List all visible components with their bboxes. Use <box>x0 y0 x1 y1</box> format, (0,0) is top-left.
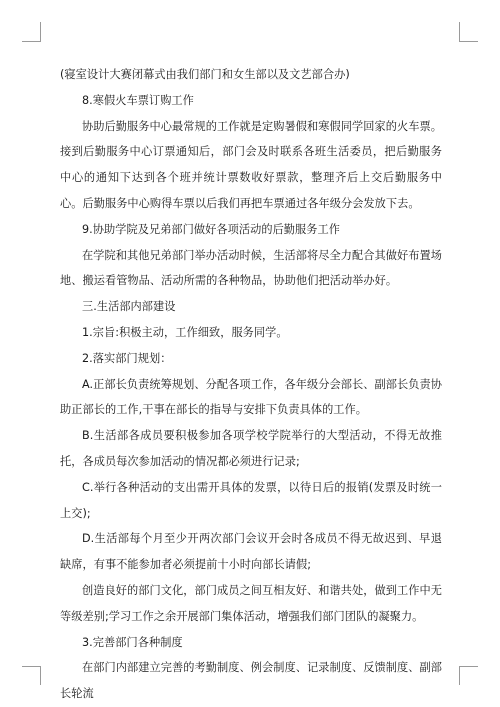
paragraph: 8.寒假火车票订购工作 <box>82 93 194 107</box>
paragraph: 9.协助学院及兄弟部门做好各项活动的后勤服务工作 <box>82 222 341 236</box>
paragraph: C.举行各种活动的支出需开具体的发票，以待日后的报销(发票及时统一上交); <box>60 480 442 520</box>
document-body <box>60 62 442 707</box>
crop-mark-top-right <box>459 22 460 41</box>
crop-mark-top-right <box>459 41 478 42</box>
paragraph: 3.完善部门各种制度 <box>82 635 183 649</box>
paragraph: 三.生活部内部建设 <box>82 300 176 314</box>
crop-mark-bottom-left <box>40 666 41 685</box>
paragraph: 在学院和其他兄弟部门举办活动时候，生活部将尽全力配合其做好布置场地、搬运看管物品、活动所需的各种物品，协助他们把活动举办好。 <box>60 248 442 288</box>
crop-mark-bottom-right <box>459 666 478 667</box>
paragraph: 在部门内部建立完善的考勤制度、例会制度、记录制度、反馈制度、副部长轮流 <box>60 661 442 701</box>
paragraph: D.生活部每个月至少开两次部门会议开会时各成员不得无故迟到、早退缺席，有事不能参加者必须提前十小时向部长请假; <box>60 532 442 572</box>
crop-mark-bottom-left <box>22 666 41 667</box>
crop-mark-bottom-right <box>459 666 460 685</box>
paragraph: B.生活部各成员要积极参加各项学校学院举行的大型活动，不得无故推托，各成员每次参加活动的情况都必须进行记录; <box>60 429 442 468</box>
paragraph: A.正部长负责统筹规划、分配各项工作，各年级分会部长、副部长负责协助正部长的工作,干事在部长的指导与安排下负责具体的工作。 <box>60 377 442 417</box>
paragraph: (寝室设计大赛闭幕式由我们部门和女生部以及文艺部合办) <box>60 68 350 81</box>
paragraph: 2.落实部门规划： <box>82 351 172 365</box>
paragraph: 1.宗旨:积极主动，工作细致，服务同学。 <box>82 325 288 339</box>
paragraph: 协助后勤服务中心最常规的工作就是定购暑假和寒假同学回家的火车票。接到后勤服务中心订票通知后，部门会及时联系各班生活委员，把后勤服务中心的通知下达到各个班并统计票数收好票款，整理齐后上交后勤服务中心。后勤服务中心购得车票以后我们再把车票通过各年级分会发放下去。 <box>60 119 442 210</box>
paragraph: 创造良好的部门文化，部门成员之间互相友好、和谐共处，做到工作中无等级差别;学习工作之余开展部门集体活动，增强我们部门团队的凝聚力。 <box>60 583 442 623</box>
crop-mark-top-left <box>40 22 41 41</box>
crop-mark-top-left <box>22 41 41 42</box>
